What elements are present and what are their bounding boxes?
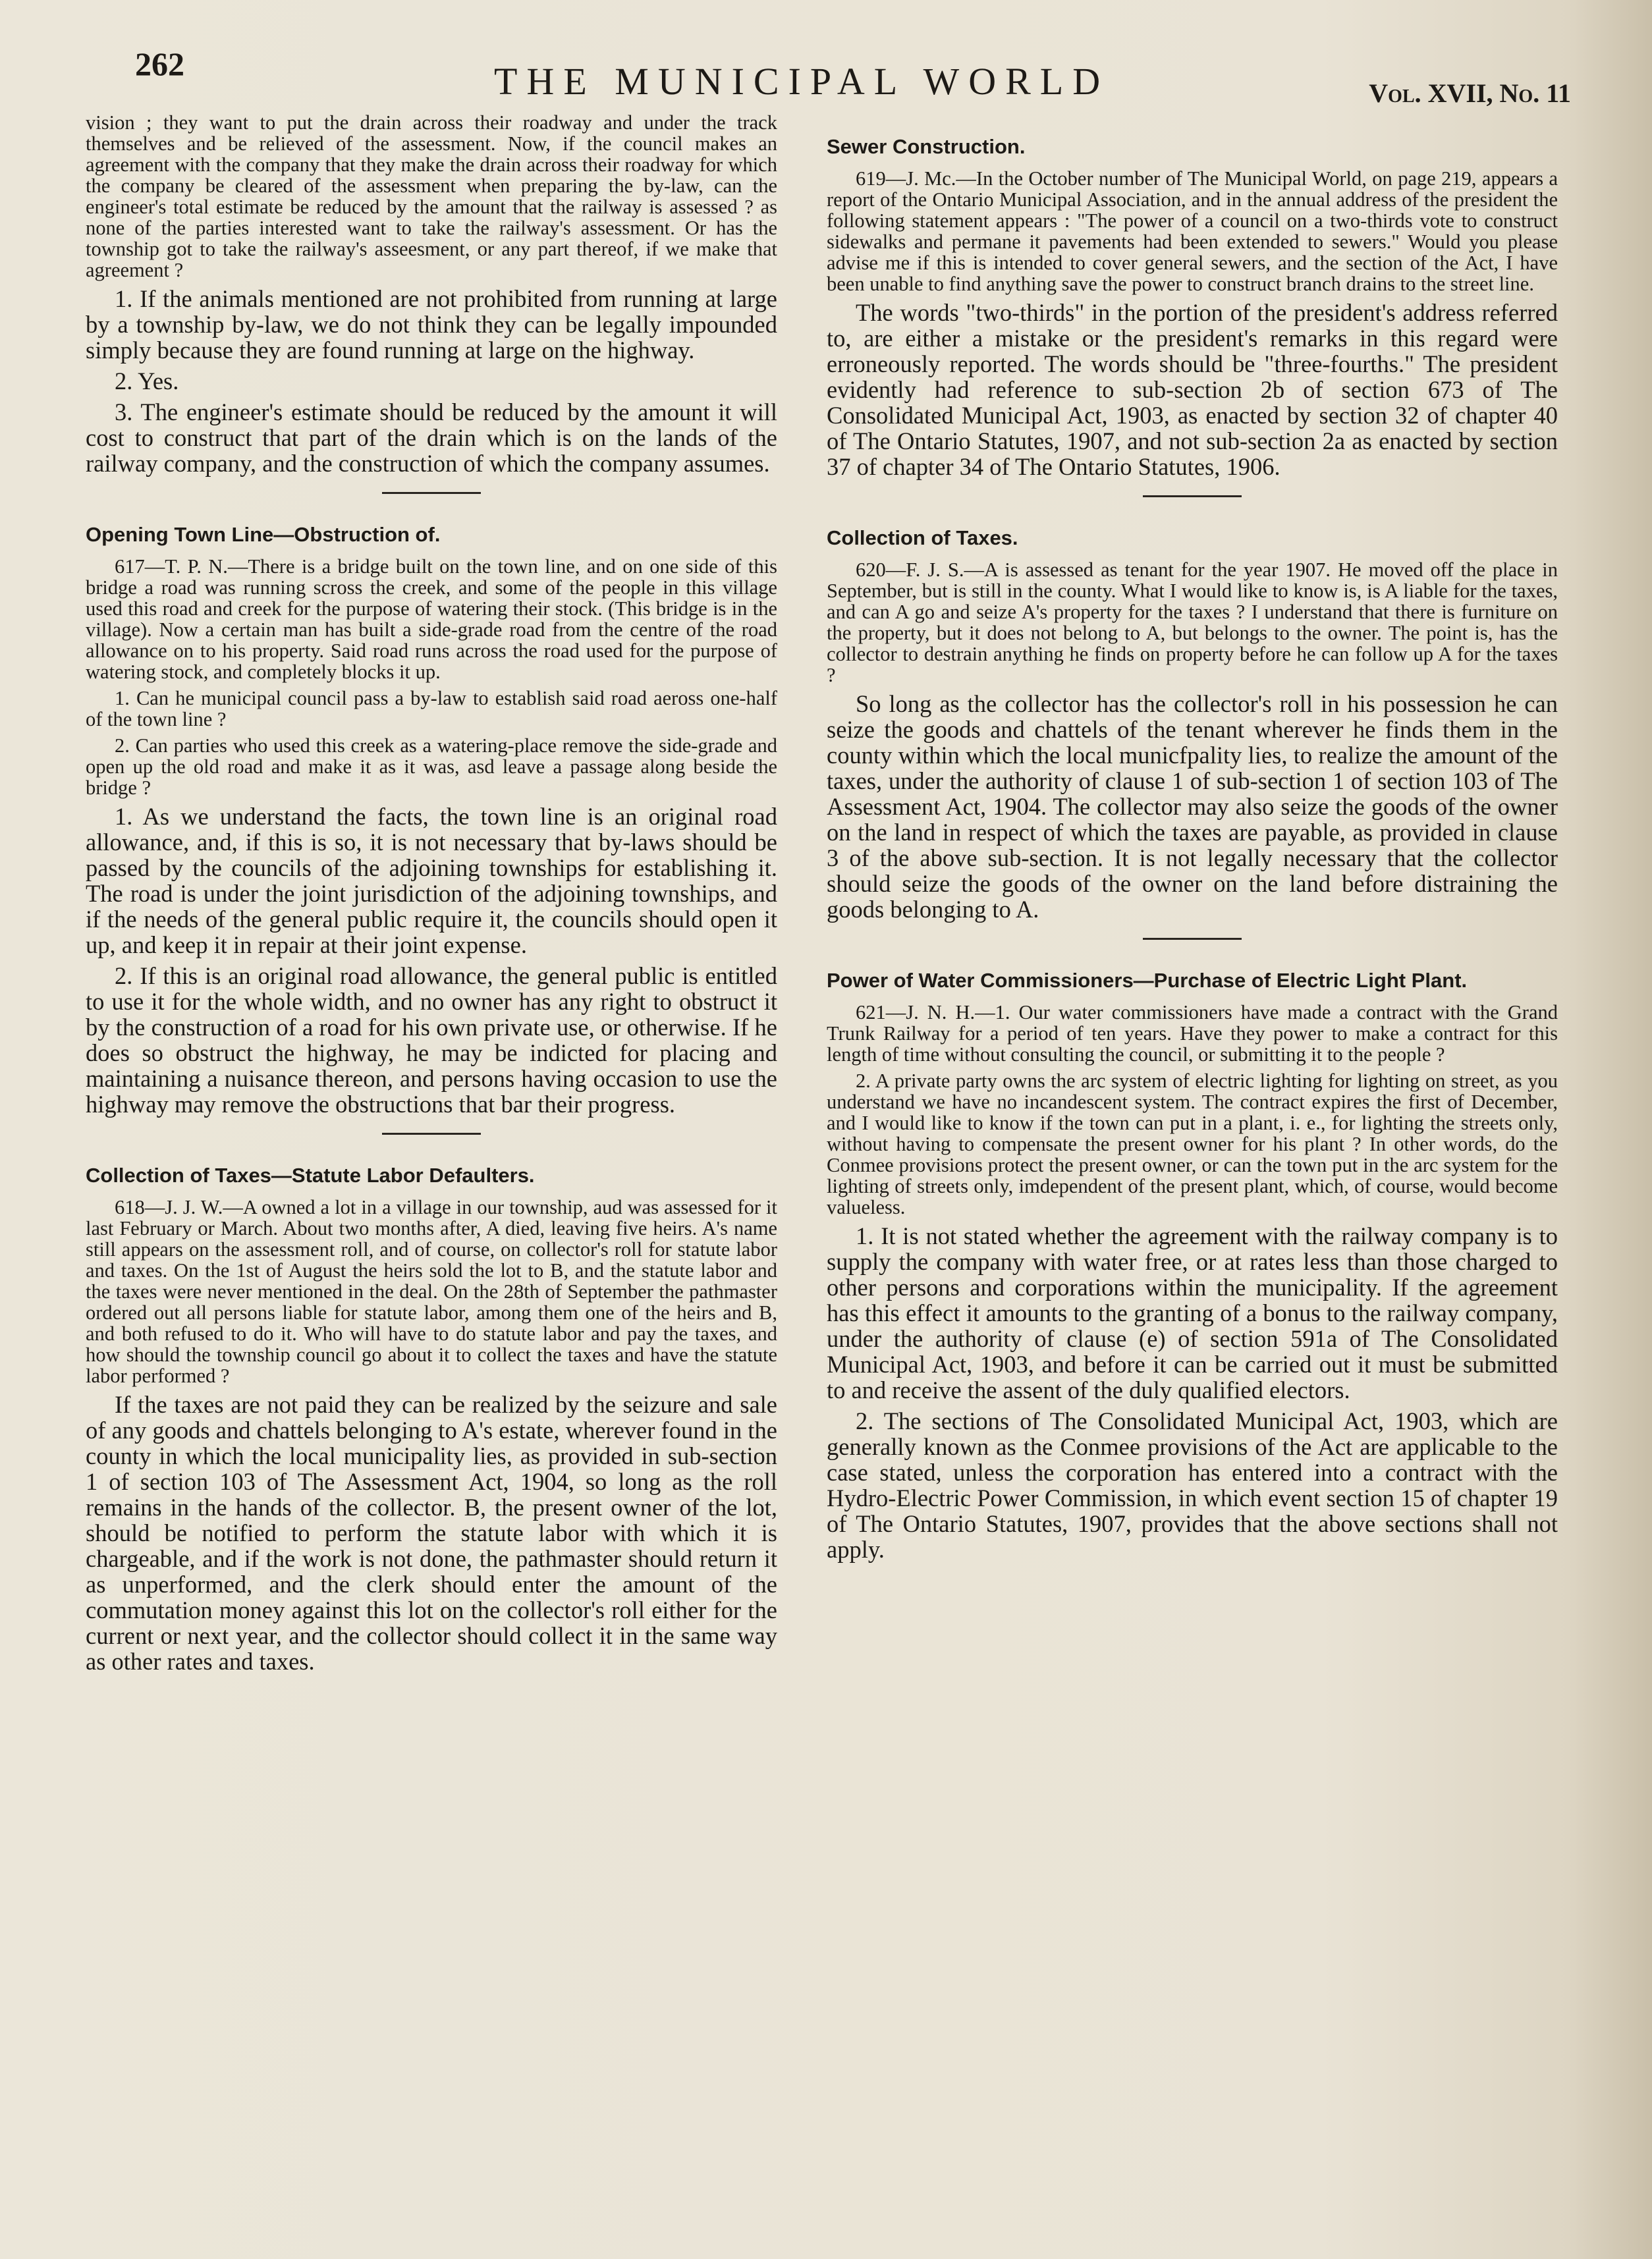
heading-620: Collection of Taxes. bbox=[827, 526, 1018, 549]
heading-621: Power of Water Commissioners—Purchase of Electric Light Plant. bbox=[827, 969, 1468, 992]
masthead-title: THE MUNICIPAL WORLD bbox=[494, 60, 1110, 103]
question-620: 620—F. J. S.—A is assessed as tenant for the year 1907. He moved off the place in September, but is still in the county. What I would like to know is, is A liable for the taxes, and can A go and seize A's property for the taxes ? I understand that there is furniture on the property, but it does not belong to A, but belongs to the owner. The point is, has the collector to destrain anything he finds on property before he can follow up A for the taxes ? bbox=[827, 558, 1558, 686]
answer-621-1: 1. It is not stated whether the agreement with the railway company is to supply the company with water free, or at rates less than those charged to other persons and corporations within the municipality. If the agreement has this effect it amounts to the granting of a bonus to the railway company, under the authority of clause (e) of section 591a of The Consolidated Municipal Act, 1903, and before it can be carried out it must be submitted to and receive the assent of the duly qualified electors. bbox=[827, 1222, 1558, 1403]
question-621-1: 621—J. N. H.—1. Our water commissioners have made a contract with the Grand Trunk Railway for a period of ten years. Have they power to make a contract for this length of time without consulting the council, or submitting it to the people ? bbox=[827, 1001, 1558, 1066]
right-column bbox=[827, 135, 1558, 1567]
answer-618: If the taxes are not paid they can be realized by the seizure and sale of any goods and chattels belonging to A's estate, wherever found in the county in which the local municipality lies, as provided in sub-section 1 of section 103 of The Assessment Act, 1904, so long as the roll remains in the hands of the collector. B, the present owner of the lot, should be notified to perform the statute labor with which it is chargeable, and if the work is not done, the pathmaster should return it as unperformed, and the clerk should enter the amount of the commutation money against this lot on the collector's roll either for the current or next year, and the collector should collect it in the same way as other rates and taxes. bbox=[86, 1391, 777, 1675]
answer-617-2: 2. If this is an original road allowance, the general public is entitled to use it for the whole width, and no owner has any right to obstruct it by the construction of a road for his own private use, or otherwise. If he does so obstruct the highway, he may be indicted for placing and maintaining a nuisance thereon, and persons having occasion to use the highway may remove the obstructions that bar their progress. bbox=[86, 962, 777, 1118]
page-header bbox=[135, 40, 1571, 112]
answer-619: The words "two-thirds" in the portion of the president's address referred to, are either a mistake or the president's remarks in this regard were erroneously reported. The words should be "three-fourths." The president evidently had reference to sub-section 2b of section 673 of The Consolidated Municipal Act, 1903, as enacted by section 32 of chapter 40 of The Ontario Statutes, 1907, and not sub-section 2a as enacted by section 37 of chapter 34 of The Ontario Statutes, 1906. bbox=[827, 299, 1558, 480]
left-column bbox=[86, 112, 777, 1679]
question-621-2: 2. A private party owns the arc system of electric lighting for lighting on street, as you understand we have no incandescent system. The contract expires the first of December, and I would like to know if the town can put in a plant, i. e., for lighting the streets only, without having to compensate the present owner for his plant ? In other words, do the Conmee provisions protect the present owner, or can the town put in the arc system for the lighting of streets only, imdependent of the present plant, which, of course, would become valueless. bbox=[827, 1070, 1558, 1218]
page-number: 262 bbox=[135, 45, 184, 82]
answer-620: So long as the collector has the collector's roll in his possession he can seize the goods and chattels of the tenant wherever he finds them in the county within which the local municfpality lies, to realize the amount of the taxes, under the authority of clause 1 of sub-section 1 of section 103 of The Assessment Act, 1904. The collector may also seize the goods of the owner on the land in respect of which the taxes are payable, as provided in clause 3 of the above sub-section. It is not legally necessary that the collector should seize the goods of the owner on the land before distraining the goods belonging to A. bbox=[827, 690, 1558, 923]
answer-616-1: 1. If the animals mentioned are not prohibited from running at large by a township by-law, we do not think they can be legally impounded simply because they are found running at large on the highway. bbox=[86, 285, 777, 364]
heading-617: Opening Town Line—Obstruction of. bbox=[86, 523, 441, 546]
question-617: 617—T. P. N.—There is a bridge built on the town line, and on one side of this bridge a road was running scross the creek, and some of the people in this village used this road and creek for the purpose of watering their stock. (This bridge is in the village). Now a certain man has built a side-grade road from the centre of the road allowance on to his property. Said road runs across the road used for the purpose of watering stock, and completely blocks it up. bbox=[86, 555, 777, 683]
heading-618: Collection of Taxes—Statute Labor Defaulters. bbox=[86, 1164, 535, 1187]
question-618: 618—J. J. W.—A owned a lot in a village in our township, aud was assessed for it last February or March. About two months after, A died, leaving five heirs. A's name still appears on the assessment roll, and of course, on collector's roll for statute labor and taxes. On the 1st of August the heirs sold the lot to B, and the statute labor and the taxes were never mentioned in the deal. On the 28th of September the pathmaster ordered out all persons liable for statute labor, among them one of the heirs and B, and both refused to do it. Who will have to do statute labor and pay the taxes, and how should the township council go about it to collect the taxes and have the statute labor performed ? bbox=[86, 1196, 777, 1387]
section-divider bbox=[382, 492, 481, 494]
answer-616-3: 3. The engineer's estimate should be reduced by the amount it will cost to construct that part of the drain which is on the lands of the railway company, and the construction of which the company assumes. bbox=[86, 398, 777, 477]
answer-617-1: 1. As we understand the facts, the town line is an original road allowance, and, if this is so, it is not necessary that by-laws should be passed by the councils of the adjoining townships for establishing it. The road is under the joint jurisdiction of the adjoining townships, and if the needs of the general public require it, the councils should open it up, and keep it in repair at their joint expense. bbox=[86, 803, 777, 958]
answer-621-2: 2. The sections of The Consolidated Municipal Act, 1903, which are generally known as the Conmee provisions of the Act are applicable to the case stated, unless the corporation has entered into a contract with the Hydro-Electric Power Commission, in which event section 15 of chapter 19 of The Ontario Statutes, 1907, provides that the above sections shall not apply. bbox=[827, 1407, 1558, 1563]
question-619: 619—J. Mc.—In the October number of The Municipal World, on page 219, appears a report of the Ontario Municipal Association, and in the annual address of the president the following statement appears : "The power of a council on a two-thirds vote to construct sidewalks and permane it pavements had been extended to sewers." Would you please advise me if this is intended to cover general sewers, and the section of the Act, I have been unable to find anything save the power to construct branch drains to the street line. bbox=[827, 167, 1558, 295]
section-divider bbox=[382, 1133, 481, 1135]
question-616-continued: vision ; they want to put the drain across their roadway and under the track themselves and be relieved of the assessment. Now, if the council makes an agreement with the company that they make the drain across their roadway for which the company be cleared of the assessment when preparing the by-law, can the engineer's total estimate be reduced by the amount that the railway is assessed ? as none of the parties interested want to take the railway's assessment. Or has the township got to take the railway's asseesment, or any part thereof, if we make that agreement ? bbox=[86, 111, 777, 281]
answer-616-2: 2. Yes. bbox=[115, 367, 179, 395]
question-617-2: 2. Can parties who used this creek as a watering-place remove the side-grade and open up the old road and make it as it was, asd leave a passage along beside the bridge ? bbox=[86, 734, 777, 799]
section-divider bbox=[1143, 938, 1242, 940]
heading-619: Sewer Construction. bbox=[827, 135, 1026, 158]
question-617-1: 1. Can he municipal council pass a by-law to establish said road aeross one-half of the town line ? bbox=[86, 687, 777, 730]
section-divider bbox=[1143, 495, 1242, 497]
volume-issue: Vol. XVII, No. 11 bbox=[1369, 78, 1571, 108]
